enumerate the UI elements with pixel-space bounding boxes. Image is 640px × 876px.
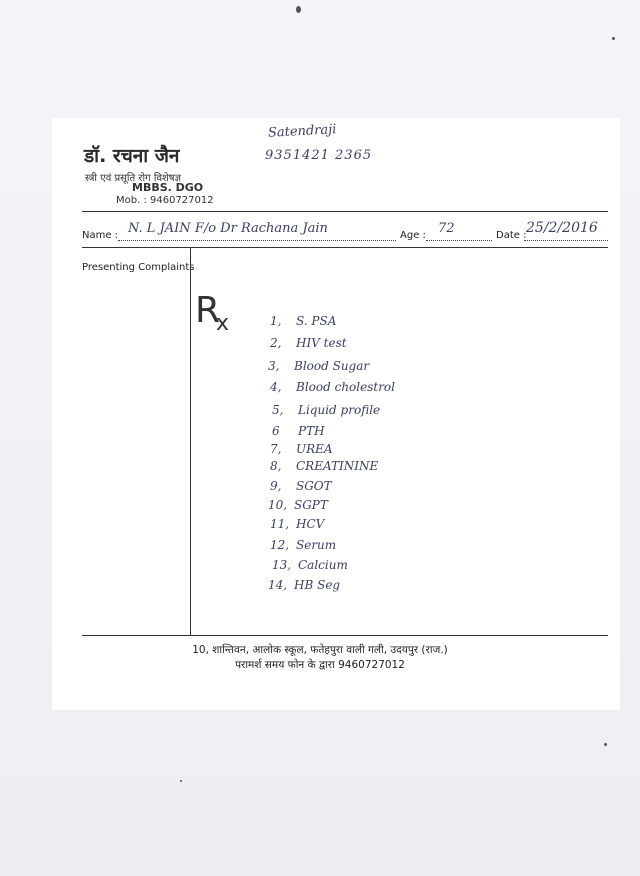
prescription-item: 11, HCV	[270, 517, 325, 531]
age-label: Age :	[400, 230, 426, 241]
scan-speck	[604, 743, 607, 746]
handwritten-note-name: Satendraji	[267, 122, 337, 141]
scan-speck	[180, 780, 182, 782]
column-divider	[190, 248, 191, 635]
age-underline	[426, 240, 492, 241]
prescription-item: 4, Blood cholestrol	[270, 380, 395, 394]
presenting-complaints-label: Presenting Complaints	[82, 262, 195, 273]
prescription-item: 13, Calcium	[272, 558, 348, 572]
date-underline	[524, 240, 608, 241]
prescription-item: 6 PTH	[272, 424, 325, 438]
doctor-name: डॉ. रचना जैन	[84, 145, 180, 167]
patient-name: N. L JAIN F/o Dr Rachana Jain	[128, 221, 328, 236]
prescription-item: 1, S. PSA	[270, 314, 337, 328]
prescription-item: 8, CREATININE	[270, 459, 379, 473]
patient-divider	[82, 247, 608, 248]
consultation-phone: परामर्श समय फोन के द्वारा 9460727012	[235, 659, 405, 671]
prescription-item: 14, HB Seg	[268, 578, 341, 592]
prescription-item: 12, Serum	[270, 538, 337, 552]
name-underline	[118, 240, 396, 241]
doctor-specialty: स्त्री एवं प्रसूति रोग विशेषज्ञ	[85, 173, 181, 184]
patient-age: 72	[438, 221, 455, 236]
prescription-item: 2, HIV test	[270, 336, 347, 350]
rx-symbol: $R_x$	[195, 290, 230, 336]
prescription-item: 10, SGPT	[268, 498, 328, 512]
doctor-degree: MBBS. DGO	[132, 181, 204, 194]
footer-divider	[82, 635, 608, 636]
prescription-item: 9, SGOT	[270, 479, 332, 493]
header-divider	[82, 211, 608, 212]
name-label: Name :	[82, 230, 119, 241]
handwritten-note-phone: 9351421 2365	[265, 148, 373, 163]
prescription-item: 7, UREA	[270, 442, 333, 456]
clinic-address: 10, शान्तिवन, आलोक स्कूल, फतेहपुरा वाली गली, उदयपुर (राज.)	[192, 644, 448, 656]
date-label: Date :	[496, 230, 527, 241]
scan-speck	[296, 6, 301, 13]
prescription-item: 3, Blood Sugar	[268, 359, 370, 373]
scan-speck	[612, 37, 615, 40]
prescription-date: 25/2/2016	[526, 220, 598, 236]
prescription-item: 5, Liquid profile	[272, 403, 381, 417]
doctor-mobile: Mob. : 9460727012	[116, 195, 214, 206]
